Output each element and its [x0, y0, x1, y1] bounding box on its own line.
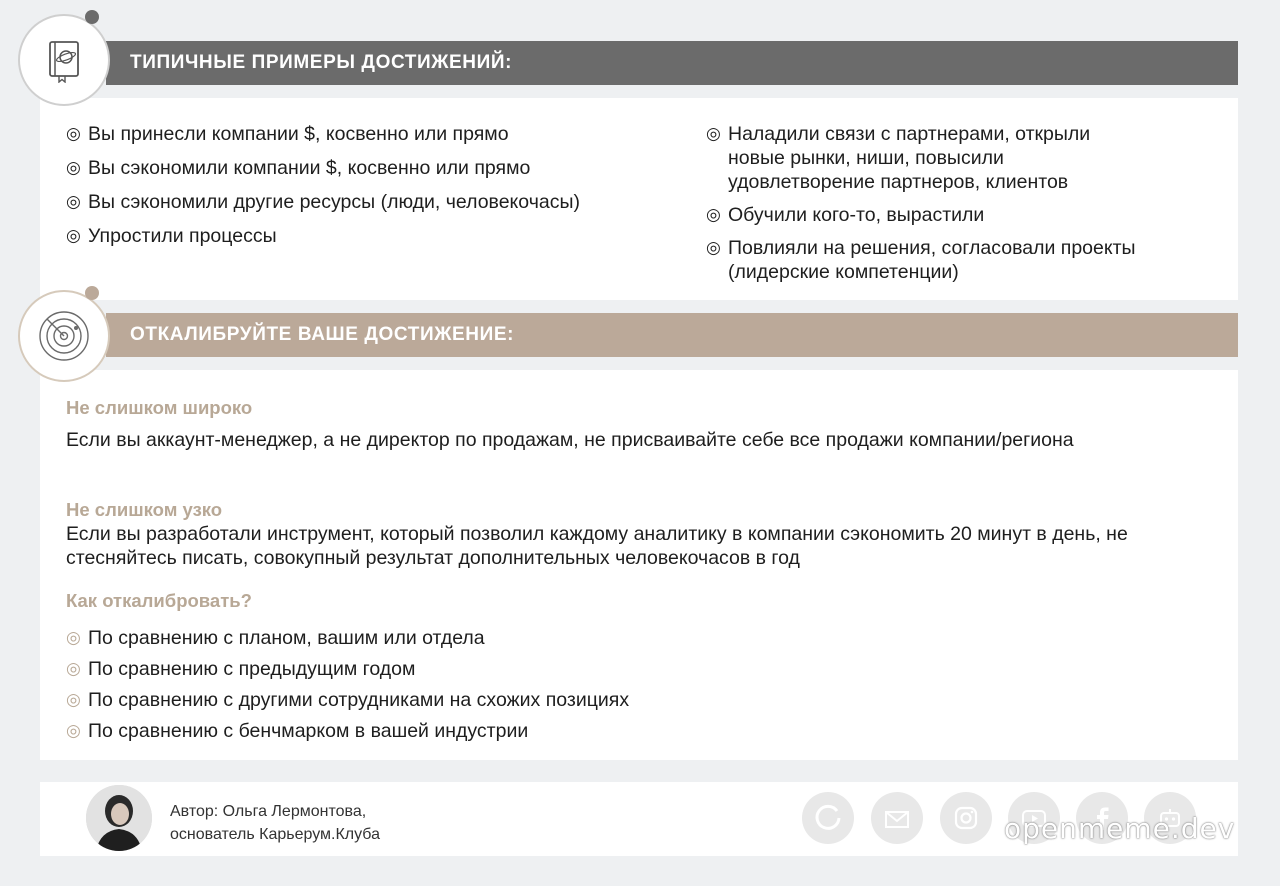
calibration-banner [106, 313, 1238, 357]
list-item: ◎ Вы принесли компании $, косвенно или прямо [66, 123, 509, 145]
calibration-title: ОТКАЛИБРУЙТЕ ВАШЕ ДОСТИЖЕНИЕ: [130, 324, 515, 345]
bullet-icon: ◎ [706, 238, 721, 257]
book-icon [29, 25, 99, 95]
too-broad-text: Если вы аккаунт-менеджер, а не директор по продажам, не присваивайте себе все продажи компании/региона [66, 429, 1074, 451]
bullet-icon: ◎ [66, 124, 81, 143]
list-item: ◎ Обучили кого-то, вырастили [706, 204, 985, 226]
achievements-left-list [66, 122, 706, 248]
how-heading: Как откалибровать? [66, 590, 252, 611]
bullet-icon: ◎ [706, 124, 721, 143]
bullet-icon: ◎ [706, 205, 721, 224]
list-item: ◎ По сравнению с другими сотрудниками на схожих позициях [66, 689, 630, 711]
achievements-title: ТИПИЧНЫЕ ПРИМЕРЫ ДОСТИЖЕНИЙ: [130, 52, 513, 73]
bullet-icon: ◎ [66, 226, 81, 245]
list-item: ◎ По сравнению с планом, вашим или отдела [66, 627, 485, 649]
calibration-emblem [18, 290, 110, 382]
list-item: ◎ Вы сэкономили другие ресурсы (люди, человекочасы) [66, 191, 580, 213]
too-narrow-text: Если вы разработали инструмент, который позволил каждому аналитику в компании сэкономить 20 минут в день, не стесняйтесь писать, совокупный результат дополнительных человекочасов в год [66, 523, 1128, 569]
bullet-icon: ◎ [66, 192, 81, 211]
watermark: openmeme.dev [1004, 812, 1236, 845]
author-avatar [86, 785, 152, 851]
bullet-icon: ◎ [66, 628, 81, 647]
radar-target-icon [29, 301, 99, 371]
too-broad-heading: Не слишком широко [66, 397, 253, 418]
list-item: ◎ По сравнению с бенчмарком в вашей индустрии [66, 720, 529, 742]
achievements-emblem-dot [85, 10, 99, 24]
mail-icon[interactable] [871, 792, 923, 844]
too-narrow-heading: Не слишком узко [66, 499, 223, 520]
author-line1: Автор: Ольга Лермонтова, [170, 803, 367, 820]
bullet-icon: ◎ [66, 659, 81, 678]
how-list [66, 626, 1166, 743]
list-item: ◎ Повлияли на решения, согласовали проекты (лидерские компетенции) [706, 237, 1136, 283]
calibration-emblem-dot [85, 286, 99, 300]
list-item: ◎ Упростили процессы [66, 225, 277, 247]
achievements-right-list [706, 122, 1146, 284]
circle-logo-icon[interactable] [802, 792, 854, 844]
achievements-emblem [18, 14, 110, 106]
list-item: ◎ Вы сэкономили компании $, косвенно или прямо [66, 157, 531, 179]
bullet-icon: ◎ [66, 721, 81, 740]
list-item: ◎ По сравнению с предыдущим годом [66, 658, 416, 680]
bullet-icon: ◎ [66, 158, 81, 177]
achievements-banner [106, 41, 1238, 85]
author-line2: основатель Карьерум.Клуба [170, 826, 380, 843]
bullet-icon: ◎ [66, 690, 81, 709]
list-item: ◎ Наладили связи с партнерами, открыли новые рынки, ниши, повысили удовлетворение партнеров, клиентов [706, 123, 1091, 193]
instagram-icon[interactable] [940, 792, 992, 844]
